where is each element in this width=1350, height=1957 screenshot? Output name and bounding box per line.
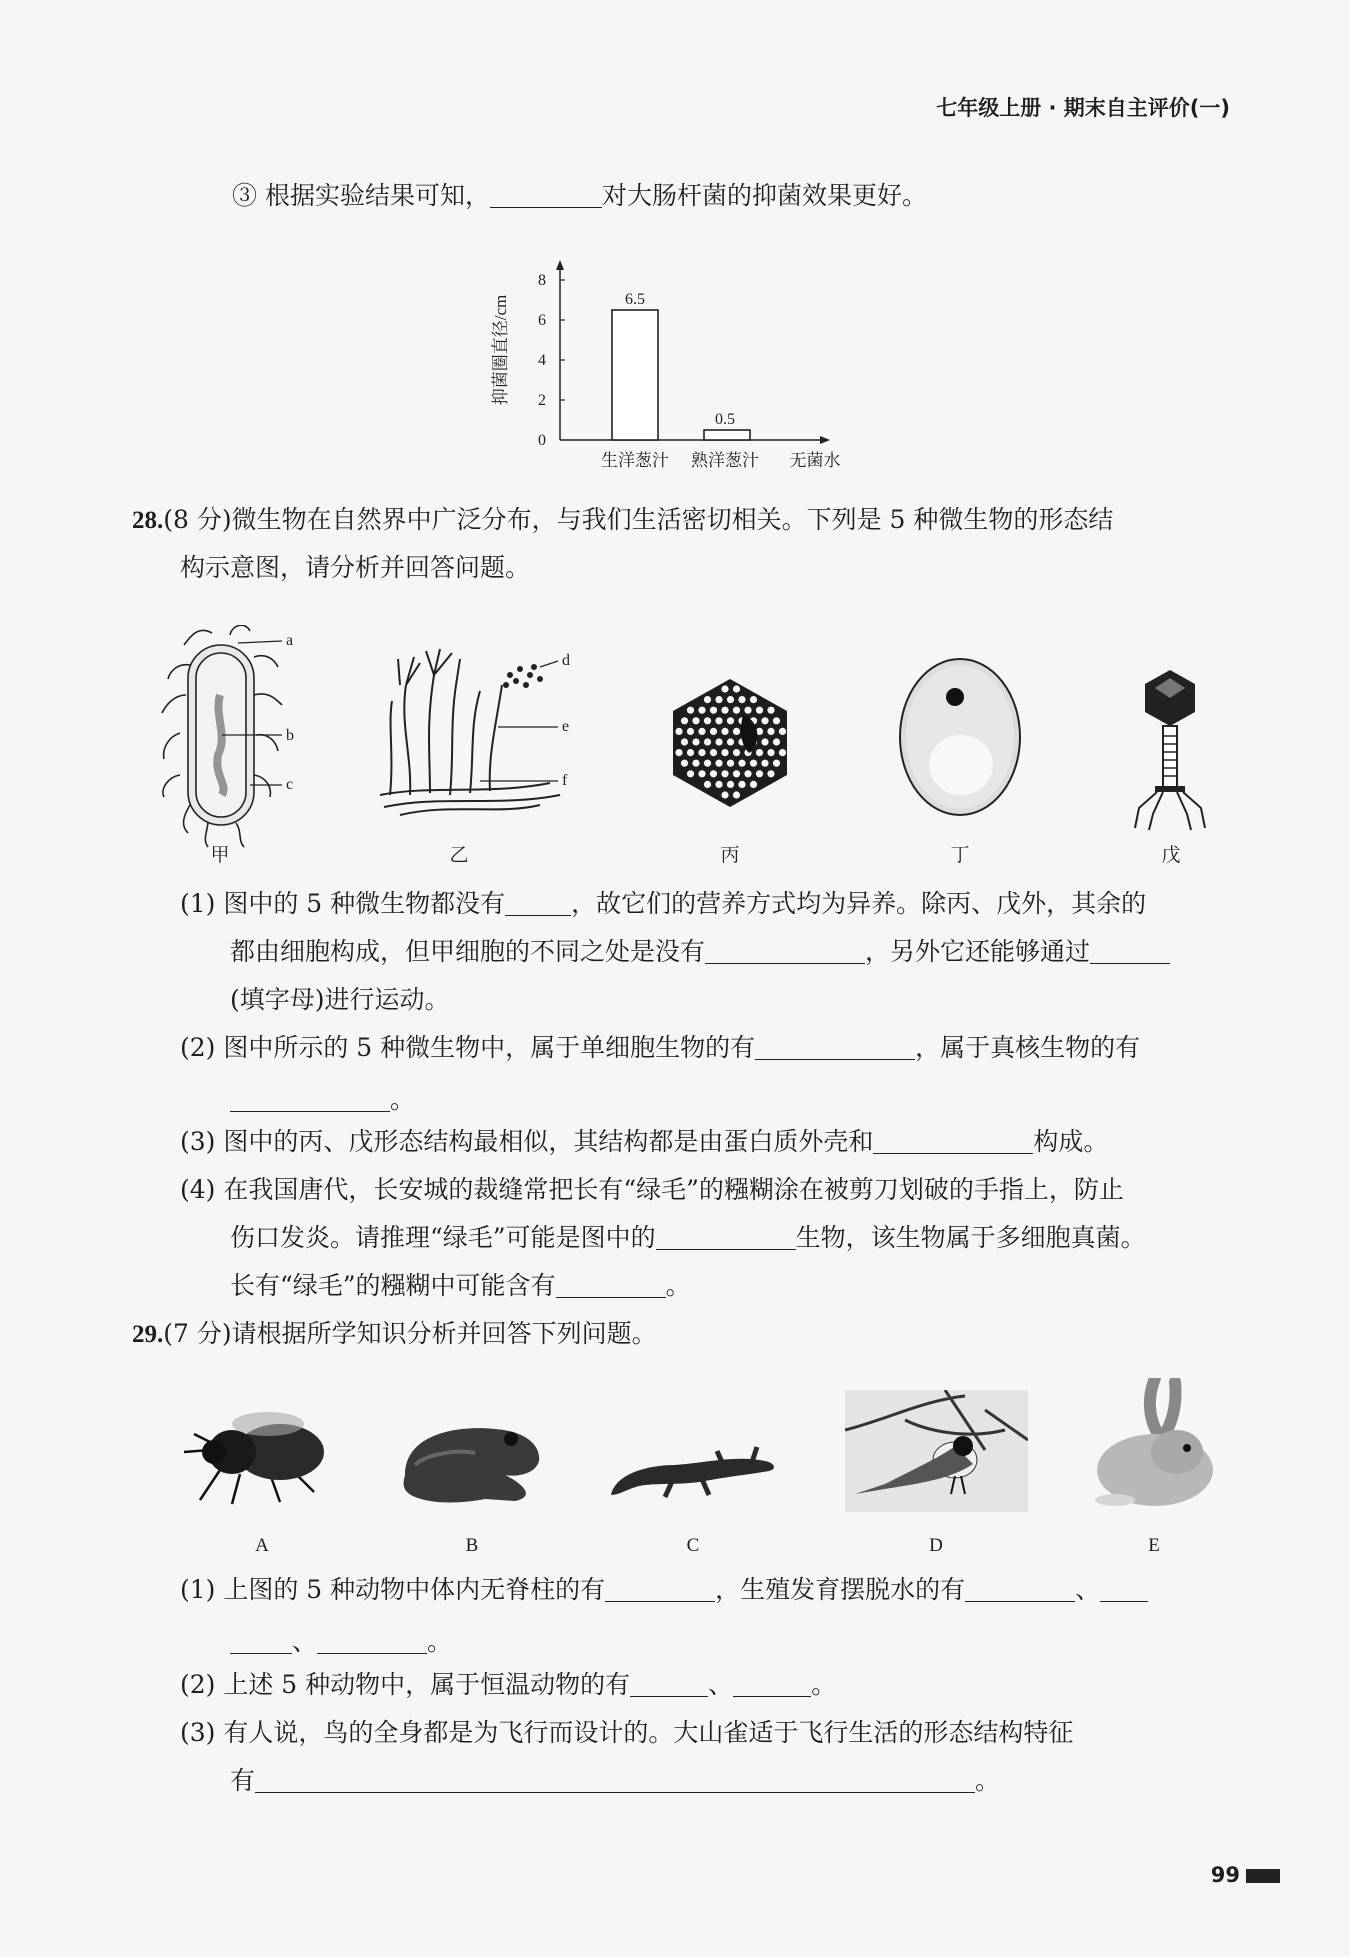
q28-p4-text-e: 。 <box>665 1271 691 1300</box>
capsid-dot <box>687 728 694 735</box>
q27-3-line <box>232 178 927 214</box>
capsid-dot <box>715 781 722 788</box>
chart-x-tick-label: 生洋葱汁 <box>601 451 669 470</box>
q28-p1-blank3[interactable] <box>1090 937 1170 964</box>
capsid-dot <box>733 791 740 798</box>
chart-y-tick-label: 8 <box>538 272 546 289</box>
mold-figure <box>370 645 580 830</box>
q28-p1-line3: (填字母)进行运动。 <box>230 985 450 1014</box>
capsid-dot <box>767 749 774 756</box>
capsid-dot <box>704 738 711 745</box>
capsid-dot <box>750 760 757 767</box>
capsid-dot <box>692 738 699 745</box>
capsid-dot <box>692 717 699 724</box>
capsid-dot <box>704 696 711 703</box>
q28-p1-blank2[interactable] <box>705 937 865 964</box>
chart-x-labels <box>601 451 841 470</box>
animal-label-a: A <box>255 1535 269 1556</box>
q28-p2-blank1[interactable] <box>755 1033 915 1060</box>
virus-figure <box>665 675 795 810</box>
part-label-e: e <box>562 718 570 735</box>
capsid-dot <box>727 781 734 788</box>
capsid-dot <box>687 770 694 777</box>
q29-p1-text-e: 。 <box>427 1627 453 1656</box>
q28-p1-text-c: 都由细胞构成，但甲细胞的不同之处是没有 <box>230 937 706 966</box>
q29-p3-line1: (3) 有人说，鸟的全身都是为飞行而设计的。大山雀适于飞行生活的形态结构特征 <box>180 1718 1074 1747</box>
capsid-dot <box>733 685 740 692</box>
q28-p1-line2 <box>230 934 1170 970</box>
capsid-dot <box>727 738 734 745</box>
q28-p2-blank2[interactable] <box>230 1085 390 1112</box>
fig-label-jia: 甲 <box>210 845 230 866</box>
q28-p4-line2 <box>230 1220 1146 1256</box>
capsid-dot <box>675 749 682 756</box>
bacteriophage-figure <box>1125 668 1215 833</box>
chart-y-tick-label: 2 <box>538 392 546 409</box>
q27-3-suffix: 对大肠杆菌的抑菌效果更好。 <box>601 181 927 210</box>
capsid-dot <box>756 749 763 756</box>
capsid-dot <box>704 781 711 788</box>
chart-x-tick-label: 无菌水 <box>789 451 841 470</box>
fig-label-bing: 丙 <box>720 845 740 866</box>
capsid-dot <box>750 696 757 703</box>
great-tit-image <box>845 1390 1028 1512</box>
capsid-dot <box>773 760 780 767</box>
capsid-dot <box>767 728 774 735</box>
q29-intro-line <box>132 1316 657 1353</box>
capsid-dot <box>727 696 734 703</box>
capsid-dot <box>779 749 786 756</box>
q28-p3-text-b: 构成。 <box>1033 1127 1109 1156</box>
bee-image <box>180 1400 340 1510</box>
q28-p4-line1: (4) 在我国唐代，长安城的裁缝常把长有“绿毛”的糨糊涂在被剪刀划破的手指上，防止 <box>180 1175 1124 1204</box>
capsid-dot <box>681 760 688 767</box>
q29-p3-line2 <box>230 1763 1000 1799</box>
q28-p3-line <box>180 1124 1108 1160</box>
capsid-dot <box>750 781 757 788</box>
animal-label-d: D <box>929 1535 943 1556</box>
fig-label-yi: 乙 <box>449 845 469 866</box>
capsid-dot <box>773 738 780 745</box>
q28-p2-text-a: (2) 图中所示的 5 种微生物中，属于单细胞生物的有 <box>180 1033 756 1062</box>
q28-p4-line3 <box>230 1268 691 1304</box>
capsid-dot <box>756 770 763 777</box>
q28-p1-text-a: (1) 图中的 5 种微生物都没有 <box>180 889 506 918</box>
fig-label-wu: 戊 <box>1161 845 1181 866</box>
capsid-dot <box>681 717 688 724</box>
page-number: 99 <box>1210 1863 1240 1887</box>
capsid-dot <box>727 717 734 724</box>
chart-y-tick-label: 0 <box>538 432 546 449</box>
capsid-dot <box>687 707 694 714</box>
capsid-dot <box>715 717 722 724</box>
capsid-dot <box>761 717 768 724</box>
capsid-dot <box>681 738 688 745</box>
rabbit-image <box>1085 1378 1225 1510</box>
q29-p3-blank[interactable] <box>255 1766 975 1793</box>
q28-p1-text-b: ，故它们的营养方式均为异养。除丙、戊外，其余的 <box>571 889 1147 918</box>
q29-p2-line <box>180 1667 836 1703</box>
capsid-dot <box>721 685 728 692</box>
chart-bar <box>704 430 750 440</box>
capsid-dot <box>692 760 699 767</box>
chart-x-tick-label: 熟洋葱汁 <box>691 451 759 470</box>
capsid-dot <box>675 728 682 735</box>
animal-label-b: B <box>465 1535 479 1556</box>
q29-p1-blank4[interactable] <box>317 1627 427 1654</box>
chart-y-tick-label: 4 <box>538 352 546 369</box>
part-label-f: f <box>562 772 568 789</box>
capsid-dot <box>710 770 717 777</box>
capsid-dot <box>698 749 705 756</box>
q29-p1-text-d: 、 <box>292 1627 318 1656</box>
capsid-dot <box>779 728 786 735</box>
part-label-b: b <box>286 727 294 744</box>
yeast-figure <box>895 655 1025 820</box>
q29-p1-text-a: (1) 上图的 5 种动物中体内无脊柱的有 <box>180 1575 606 1604</box>
q29-intro-text: (7 分)请根据所学知识分析并回答下列问题。 <box>163 1319 657 1348</box>
q29-number: 29. <box>132 1321 164 1348</box>
capsid-dot <box>715 696 722 703</box>
bacterium-figure <box>150 625 310 855</box>
capsid-dot <box>710 728 717 735</box>
q29-p2-blank2[interactable] <box>733 1670 811 1697</box>
inhibition-bar-chart <box>480 240 880 480</box>
lizard-image <box>605 1435 780 1505</box>
q29-p2-text-c: 。 <box>811 1670 837 1699</box>
q27-3-prefix: ③ 根据实验结果可知， <box>232 181 490 210</box>
chart-value-label: 0.5 <box>715 411 735 428</box>
q27-3-blank[interactable] <box>490 181 602 208</box>
q29-p3-text-b: 有 <box>230 1766 256 1795</box>
q29-p1-line2 <box>230 1624 452 1660</box>
capsid-dot <box>698 728 705 735</box>
capsid-dot <box>698 770 705 777</box>
q29-p2-blank1[interactable] <box>630 1670 708 1697</box>
q28-p1-blank1[interactable] <box>505 889 571 916</box>
q29-p2-text-b: 、 <box>708 1670 734 1699</box>
q28-p4-text-d: 长有“绿毛”的糨糊中可能含有 <box>230 1271 556 1300</box>
q28-p4-text-b: 伤口发炎。请推理“绿毛”可能是图中的 <box>230 1223 656 1252</box>
capsid-dot <box>704 717 711 724</box>
q28-p3-blank[interactable] <box>873 1127 1033 1154</box>
q29-p1-line1 <box>180 1572 1148 1608</box>
capsid-dot <box>721 707 728 714</box>
page-header: 七年级上册 · 期末自主评价(一) <box>936 96 1230 120</box>
q28-number: 28. <box>132 507 164 534</box>
chart-value-label: 6.5 <box>625 291 645 308</box>
capsid-dot <box>715 760 722 767</box>
part-label-d: d <box>562 652 570 669</box>
chart-bar <box>612 310 658 440</box>
capsid-dot <box>767 707 774 714</box>
capsid-dot <box>721 728 728 735</box>
capsid-dot <box>761 738 768 745</box>
animal-label-e: E <box>1148 1535 1160 1556</box>
q28-intro-line1 <box>132 502 1113 539</box>
capsid-dot <box>698 707 705 714</box>
capsid-dot <box>738 760 745 767</box>
capsid-dot <box>710 707 717 714</box>
q29-p3-text-c: 。 <box>975 1766 1001 1795</box>
q28-p2-text-b: ，属于真核生物的有 <box>915 1033 1141 1062</box>
q29-p1-text-b: ，生殖发育摆脱水的有 <box>715 1575 966 1604</box>
q28-p3-text-a: (3) 图中的丙、戊形态结构最相似，其结构都是由蛋白质外壳和 <box>180 1127 874 1156</box>
part-label-c: c <box>286 776 294 793</box>
q28-intro-text1: (8 分)微生物在自然界中广泛分布，与我们生活密切相关。下列是 5 种微生物的形态结 <box>163 505 1114 534</box>
capsid-dot <box>721 749 728 756</box>
chart-bars <box>612 291 750 440</box>
capsid-dot <box>721 770 728 777</box>
q28-p2-line1 <box>180 1030 1140 1066</box>
capsid-dot <box>756 707 763 714</box>
capsid-dot <box>733 707 740 714</box>
q28-p2-line2 <box>230 1082 415 1118</box>
q29-p2-text-a: (2) 上述 5 种动物中，属于恒温动物的有 <box>180 1670 631 1699</box>
capsid-dot <box>738 696 745 703</box>
capsid-dot <box>744 770 751 777</box>
q29-p1-blank1[interactable] <box>605 1575 715 1602</box>
q28-p2-text-c: 。 <box>390 1085 416 1114</box>
capsid-dot <box>715 738 722 745</box>
capsid-dot <box>761 760 768 767</box>
chart-y-axis <box>538 260 830 449</box>
capsid-dot <box>733 728 740 735</box>
capsid-dot <box>773 717 780 724</box>
capsid-dot <box>738 781 745 788</box>
q29-p1-text-c: 、 <box>1075 1575 1101 1604</box>
capsid-dot <box>704 760 711 767</box>
chart-y-axis-arrow <box>556 260 564 270</box>
q28-p4-text-c: 生物，该生物属于多细胞真菌。 <box>795 1223 1146 1252</box>
q28-p4-blank1[interactable] <box>656 1223 796 1250</box>
q28-p4-blank2[interactable] <box>556 1271 666 1298</box>
capsid-dot <box>733 749 740 756</box>
q29-p1-blank2[interactable] <box>965 1575 1075 1602</box>
page-number-bar <box>1246 1869 1280 1883</box>
capsid-dot <box>744 707 751 714</box>
capsid-dot <box>727 760 734 767</box>
fig-label-ding: 丁 <box>950 845 970 866</box>
chart-y-tick-label: 6 <box>538 312 546 329</box>
capsid-dot <box>721 791 728 798</box>
q29-p1-blank3b[interactable] <box>230 1627 292 1654</box>
frog-image <box>395 1405 550 1510</box>
capsid-dot <box>767 770 774 777</box>
capsid-dot <box>710 749 717 756</box>
animal-label-c: C <box>686 1535 700 1556</box>
q28-p1-line1 <box>180 886 1146 922</box>
part-label-a: a <box>286 632 294 649</box>
q28-p1-text-d: ，另外它还能够通过 <box>865 937 1091 966</box>
capsid-dot <box>687 749 694 756</box>
q28-intro-line2: 构示意图，请分析并回答问题。 <box>180 553 531 582</box>
chart-ylabel: 抑菌圈直径/cm <box>491 294 510 406</box>
chart-x-axis-arrow <box>820 436 830 444</box>
capsid-dot <box>733 770 740 777</box>
q29-p1-blank3a[interactable] <box>1100 1575 1148 1602</box>
